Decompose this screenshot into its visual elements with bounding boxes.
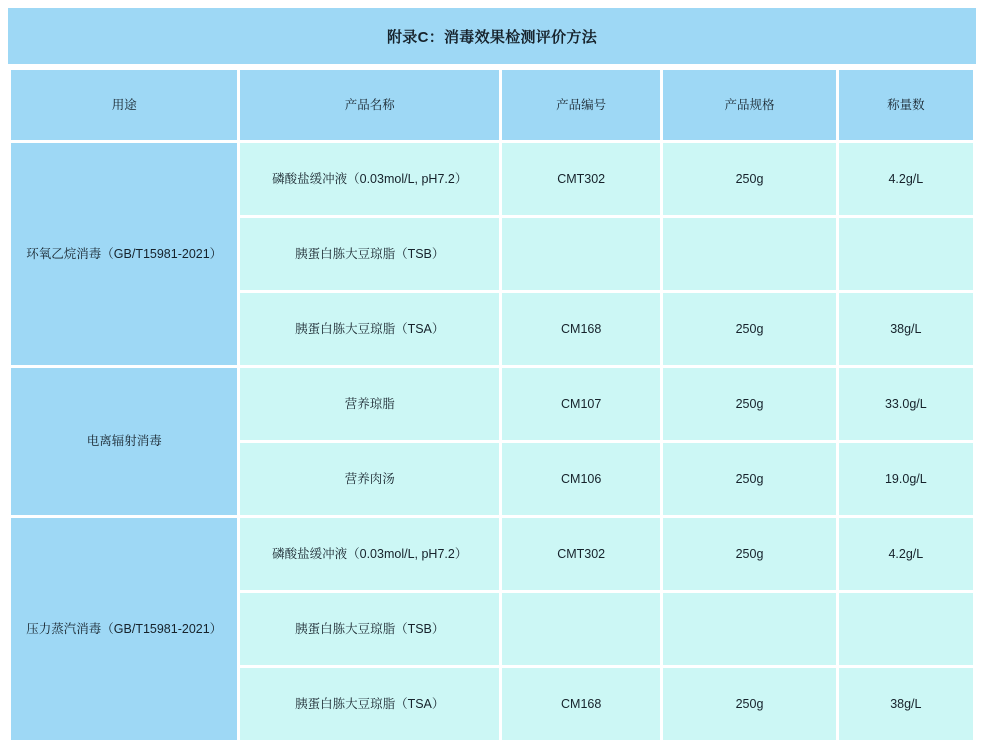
product-mass: 4.2g/L [839, 143, 973, 215]
product-name: 营养琼脂 [240, 368, 499, 440]
group-label-pressure-steam: 压力蒸汽消毒（GB/T15981-2021） [11, 518, 237, 740]
product-code: CM168 [502, 668, 660, 740]
product-name: 胰蛋白胨大豆琼脂（TSB） [240, 593, 499, 665]
column-header-product-name: 产品名称 [240, 70, 499, 140]
product-code: CMT302 [502, 518, 660, 590]
product-spec: 250g [663, 143, 835, 215]
column-header-product-code: 产品编号 [502, 70, 660, 140]
product-spec: 250g [663, 368, 835, 440]
disinfection-methods-table [8, 67, 976, 743]
product-spec [663, 593, 835, 665]
page-title: 附录C：消毒效果检测评价方法 [8, 8, 976, 64]
product-code: CM168 [502, 293, 660, 365]
group-label-ionizing-radiation: 电离辐射消毒 [11, 368, 237, 515]
product-spec: 250g [663, 518, 835, 590]
table-row [11, 518, 973, 590]
product-name: 磷酸盐缓冲液（0.03mol/L, pH7.2） [240, 518, 499, 590]
product-mass: 4.2g/L [839, 518, 973, 590]
product-mass: 19.0g/L [839, 443, 973, 515]
table-row [11, 368, 973, 440]
product-spec [663, 218, 835, 290]
product-name: 胰蛋白胨大豆琼脂（TSB） [240, 218, 499, 290]
product-spec: 250g [663, 443, 835, 515]
column-header-use: 用途 [11, 70, 237, 140]
column-header-mass: 称量数 [839, 70, 973, 140]
product-code: CM106 [502, 443, 660, 515]
group-label-ethylene-oxide: 环氧乙烷消毒（GB/T15981-2021） [11, 143, 237, 365]
product-code: CM107 [502, 368, 660, 440]
product-mass [839, 218, 973, 290]
product-mass [839, 593, 973, 665]
product-mass: 38g/L [839, 668, 973, 740]
product-code: CMT302 [502, 143, 660, 215]
column-header-product-spec: 产品规格 [663, 70, 835, 140]
product-spec: 250g [663, 668, 835, 740]
product-code [502, 593, 660, 665]
product-name: 胰蛋白胨大豆琼脂（TSA） [240, 293, 499, 365]
table-row [11, 143, 973, 215]
product-mass: 33.0g/L [839, 368, 973, 440]
table-header-row [11, 70, 973, 140]
product-name: 胰蛋白胨大豆琼脂（TSA） [240, 668, 499, 740]
product-code [502, 218, 660, 290]
product-name: 磷酸盐缓冲液（0.03mol/L, pH7.2） [240, 143, 499, 215]
product-mass: 38g/L [839, 293, 973, 365]
product-name: 营养肉汤 [240, 443, 499, 515]
product-spec: 250g [663, 293, 835, 365]
